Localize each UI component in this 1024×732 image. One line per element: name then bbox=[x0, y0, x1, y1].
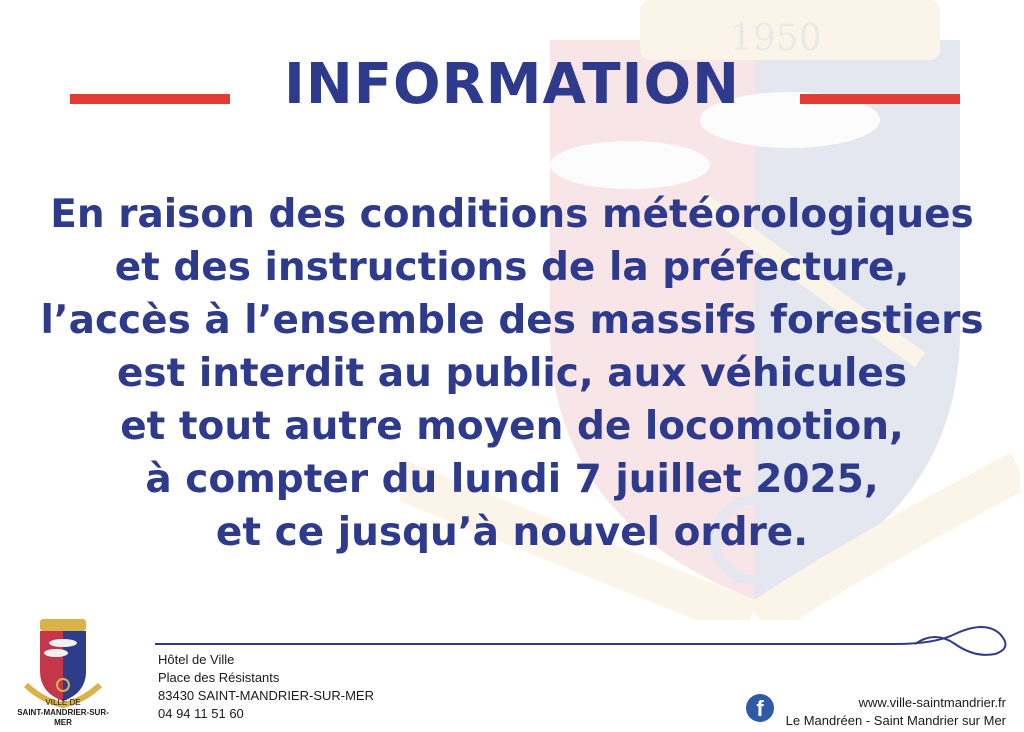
watermark-year: 1950 bbox=[730, 18, 822, 59]
right-accent-line bbox=[800, 94, 960, 104]
facebook-page-link[interactable]: Le Mandréen - Saint Mandrier sur Mer bbox=[785, 713, 1006, 728]
header bbox=[0, 40, 1024, 130]
message-line: et des instructions de la préfecture, bbox=[114, 245, 910, 290]
address-line: Hôtel de Ville bbox=[158, 652, 235, 667]
website-link[interactable]: www.ville-saintmandrier.fr bbox=[858, 695, 1006, 710]
page-title: INFORMATION bbox=[284, 52, 740, 117]
facebook-icon[interactable]: f bbox=[746, 694, 774, 722]
message-line: et ce jusqu’à nouvel ordre. bbox=[215, 510, 809, 555]
message-line: à compter du lundi 7 juillet 2025, bbox=[145, 457, 879, 502]
address-line: 83430 SAINT-MANDRIER-SUR-MER bbox=[158, 688, 374, 703]
message-line: En raison des conditions météorologiques bbox=[50, 192, 974, 237]
contact-links bbox=[786, 694, 1006, 730]
message-line: l’accès à l’ensemble des massifs forestiers bbox=[40, 298, 984, 343]
address-line: Place des Résistants bbox=[158, 670, 280, 685]
logo-caption-line1: VILLE DE bbox=[45, 698, 81, 707]
phone-number: 04 94 11 51 60 bbox=[158, 706, 244, 721]
logo-caption-line2: SAINT-MANDRIER-SUR-MER bbox=[17, 708, 109, 727]
announcement-message bbox=[20, 188, 1004, 559]
logo-caption bbox=[10, 698, 116, 728]
address-block bbox=[158, 651, 374, 723]
message-line: est interdit au public, aux véhicules bbox=[116, 351, 908, 396]
message-line: et tout autre moyen de locomotion, bbox=[120, 404, 904, 449]
